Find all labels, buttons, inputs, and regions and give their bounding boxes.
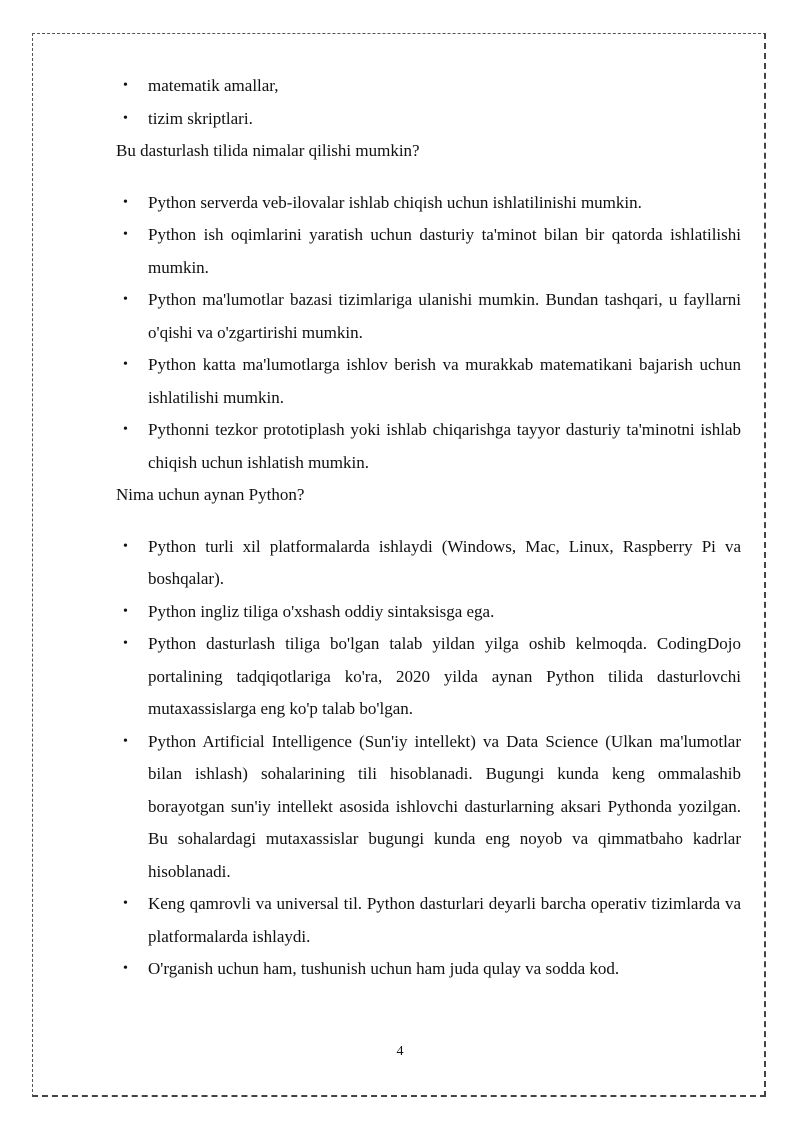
- page-content: [116, 70, 741, 986]
- list-item: • matematik amallar,: [116, 70, 741, 103]
- bullet-icon: •: [123, 538, 128, 554]
- list-item: • Python dasturlash tiliga bo'lgan talab yildan yilga oshib kelmoqda. CodingDojo portalining tadqiqotlariga ko'ra, 2020 yilda aynan Python tilida dasturlovchi mutaxassislarga eng ko'p talab bo'lgan.: [116, 628, 741, 726]
- bullet-icon: •: [123, 636, 128, 651]
- section-heading-why-python: Nima uchun aynan Python?: [116, 485, 305, 504]
- bullet-icon: •: [123, 292, 128, 307]
- bullet-icon: •: [123, 603, 128, 619]
- bullet-icon: •: [123, 422, 128, 437]
- capabilities-bullet-list: [116, 187, 741, 480]
- section-heading-capabilities: Bu dasturlash tilida nimalar qilishi mumkin?: [116, 141, 420, 160]
- list-item: • Python turli xil platformalarda ishlaydi (Windows, Mac, Linux, Raspberry Pi va boshqalar).: [116, 531, 741, 596]
- top-bullet-list: [116, 70, 741, 135]
- bullet-icon: •: [123, 733, 128, 749]
- list-item: • Python ma'lumotlar bazasi tizimlariga ulanishi mumkin. Bundan tashqari, u fayllarni o'qishi va o'zgartirishi mumkin.: [116, 284, 741, 349]
- list-item: • tizim skriptlari.: [116, 103, 741, 136]
- bullet-icon: •: [123, 896, 128, 911]
- list-item: • Python Artificial Intelligence (Sun'iy intellekt) va Data Science (Ulkan ma'lumotlar bilan ishlash) sohalarining tili hisoblanadi. Bugungi kunda keng ommalashib borayotgan sun'iy intellekt asosida ishlovchi dasturlarning aksari Pythonda yozilgan. Bu sohalardagi mutaxassislar bugungi kunda eng noyob va qimmatbaho kadrlar hisoblanadi.: [116, 726, 741, 889]
- list-item: • Python ish oqimlarini yaratish uchun dasturiy ta'minot bilan bir qatorda ishlatilishi mumkin.: [116, 219, 741, 284]
- page-number: 4: [396, 1044, 404, 1059]
- list-item: • Python serverda veb-ilovalar ishlab chiqish uchun ishlatilinishi mumkin.: [116, 187, 741, 220]
- bullet-icon: •: [123, 78, 128, 93]
- bullet-icon: •: [123, 961, 128, 976]
- list-item: • Pythonni tezkor prototiplash yoki ishlab chiqarishga tayyor dasturiy ta'minotni ishlab chiqish uchun ishlatish mumkin.: [116, 414, 741, 479]
- list-item: • Python ingliz tiliga o'xshash oddiy sintaksisga ega.: [116, 596, 741, 629]
- list-item: • O'rganish uchun ham, tushunish uchun ham juda qulay va sodda kod.: [116, 953, 741, 986]
- bullet-icon: •: [123, 194, 128, 210]
- bullet-icon: •: [123, 357, 128, 372]
- list-item: • Keng qamrovli va universal til. Python dasturlari deyarli barcha operativ tizimlarda va platformalarda ishlaydi.: [116, 888, 741, 953]
- bullet-icon: •: [123, 227, 128, 242]
- why-python-bullet-list: [116, 531, 741, 986]
- bullet-icon: •: [123, 110, 128, 126]
- list-item: • Python katta ma'lumotlarga ishlov berish va murakkab matematikani bajarish uchun ishlatilishi mumkin.: [116, 349, 741, 414]
